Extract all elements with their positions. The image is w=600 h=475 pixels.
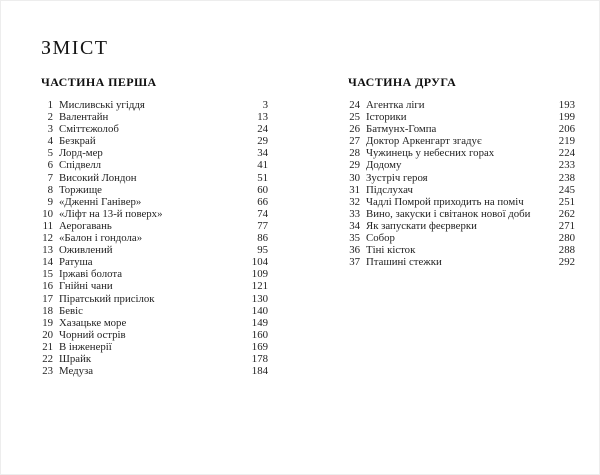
chapter-number: 3 [47,123,53,136]
toc-entry [41,268,268,280]
chapter-number: 10 [42,207,53,220]
page-number: 233 [558,159,575,172]
chapter-title: Чужинець у небесних горах [366,147,495,160]
page-number: 95 [257,244,268,257]
chapter-number: 35 [349,232,360,245]
toc-entry [41,184,268,196]
toc-entry [41,317,268,329]
chapter-number: 26 [349,123,360,136]
chapter-number: 32 [349,195,360,208]
chapter-title: Гнійні чани [59,280,113,293]
chapter-title: «Дженні Ганівер» [59,195,142,208]
toc-entry [348,159,575,171]
toc-entry [348,147,575,159]
toc-entry [41,147,268,159]
chapter-title: Агентка ліги [366,99,425,111]
page-number: 77 [257,219,268,232]
chapter-title: Ратуша [59,256,93,269]
page-number: 206 [558,123,575,136]
chapter-number: 18 [42,304,53,317]
chapter-number: 4 [47,135,53,148]
toc-entry [41,353,268,365]
toc-entry [348,172,575,184]
page-number: 224 [558,147,575,160]
toc-entry [41,111,268,123]
section-heading-part-two: ЧАСТИНА ДРУГА [348,75,457,89]
page-number: 66 [257,195,268,208]
chapter-title: Хазацьке море [59,316,127,329]
page-title: ЗМІСТ [41,37,109,59]
chapter-title: Чадлі Помрой приходить на поміч [366,195,524,208]
toc-entry [348,196,575,208]
chapter-title: Оживлений [59,244,113,257]
toc-entry [41,256,268,268]
chapter-number: 2 [47,111,53,124]
page-number: 245 [558,183,575,196]
chapter-number: 31 [349,183,360,196]
page-number: 292 [558,256,575,269]
chapter-number: 14 [42,256,53,269]
chapter-number: 22 [42,352,53,365]
chapter-title: Додому [366,159,402,172]
page-number: 280 [558,232,575,245]
chapter-title: Аерогавань [59,219,112,232]
page-number: 29 [257,135,268,148]
chapter-number: 17 [42,292,53,305]
chapter-number: 20 [42,328,53,341]
toc-entry [41,365,268,377]
chapter-title: Тіні кісток [366,244,416,257]
toc-entry [41,280,268,292]
toc-entry [41,99,268,111]
chapter-number: 16 [42,280,53,293]
chapter-title: Підслухач [366,183,413,196]
toc-entry [348,184,575,196]
chapter-number: 13 [42,244,53,257]
chapter-title: «Балон і гондола» [59,232,143,245]
toc-entry [41,220,268,232]
chapter-number: 29 [349,159,360,172]
chapter-number: 1 [47,99,53,111]
toc-entry [41,196,268,208]
toc-entry [41,329,268,341]
page-number: 184 [251,365,268,378]
chapter-title: Доктор Аркенгарт згадує [366,135,482,148]
chapter-title: Спідвелл [59,159,102,172]
toc-entry [348,232,575,244]
chapter-title: Високий Лондон [59,171,137,184]
toc-entry [348,111,575,123]
section-heading-part-one: ЧАСТИНА ПЕРША [41,75,157,89]
chapter-title: Історики [366,111,407,124]
page-number: 219 [558,135,575,148]
toc-entry [41,172,268,184]
toc-entry [41,208,268,220]
toc-entry [348,244,575,256]
chapter-number: 11 [42,219,53,232]
chapter-number: 23 [42,365,53,378]
page-number: 74 [257,207,268,220]
chapter-number: 21 [42,340,53,353]
chapter-number: 9 [47,195,53,208]
chapter-number: 30 [349,171,360,184]
chapter-number: 6 [47,159,53,172]
page-number: 86 [257,232,268,245]
chapter-number: 33 [349,207,360,220]
toc-entry [348,256,575,268]
chapter-title: Піратський присілок [59,292,155,305]
chapter-number: 25 [349,111,360,124]
page-number: 41 [257,159,268,172]
page-number: 271 [558,219,575,232]
toc-entry [348,220,575,232]
toc-entry [348,208,575,220]
toc-column-part-one [41,75,268,377]
chapter-number: 24 [349,99,360,111]
chapter-title: Лорд-мер [59,147,103,160]
toc-entry [41,123,268,135]
chapter-number: 37 [349,256,360,269]
toc-entry [41,341,268,353]
chapter-number: 28 [349,147,360,160]
toc-entry [348,135,575,147]
page-number: 13 [257,111,268,124]
chapter-title: Шрайк [59,352,92,365]
toc-entries-part-one [41,99,268,377]
toc-column-part-two [348,75,575,268]
toc-entry [41,135,268,147]
page-number: 104 [251,256,268,269]
page-number: 251 [558,195,575,208]
chapter-title: Як запускати феєрверки [366,219,477,232]
page-number: 178 [251,352,268,365]
chapter-number: 7 [47,171,53,184]
page-number: 3 [262,99,268,111]
page-number: 109 [251,268,268,281]
chapter-title: Собор [366,232,395,245]
chapter-title: Торжище [59,183,102,196]
chapter-title: Бевіс [59,304,83,317]
page-number: 199 [558,111,575,124]
page-number: 169 [251,340,268,353]
chapter-title: Пташині стежки [366,256,442,269]
page-number: 160 [251,328,268,341]
toc-entry [348,123,575,135]
chapter-number: 15 [42,268,53,281]
page-number: 130 [251,292,268,305]
page-number: 262 [558,207,575,220]
page-number: 60 [257,183,268,196]
page-number: 24 [257,123,268,136]
chapter-title: Батмунх-Гомпа [366,123,437,136]
chapter-title: Сміттєжолоб [59,123,119,136]
chapter-number: 27 [349,135,360,148]
page-number: 193 [558,99,575,111]
page-number: 34 [257,147,268,160]
chapter-number: 12 [42,232,53,245]
chapter-number: 19 [42,316,53,329]
toc-entry [41,244,268,256]
page-number: 121 [251,280,268,293]
toc-entry [41,305,268,317]
chapter-title: Валентайн [59,111,109,124]
page-number: 238 [558,171,575,184]
chapter-title: Зустріч героя [366,171,428,184]
toc-entry [41,293,268,305]
chapter-title: Медуза [59,365,94,378]
chapter-title: Чорний острів [59,328,126,341]
chapter-number: 8 [47,183,53,196]
chapter-title: Вино, закуски і світанок нової доби [366,207,531,220]
chapter-title: «Ліфт на 13-й поверх» [59,207,163,220]
chapter-title: Безкрай [59,135,96,148]
chapter-number: 36 [349,244,360,257]
toc-entry [41,232,268,244]
chapter-title: Іржаві болота [59,268,123,281]
toc-entry [348,99,575,111]
page-number: 51 [257,171,268,184]
chapter-title: В інженерії [59,340,112,353]
page-number: 140 [251,304,268,317]
toc-entries-part-two [348,99,575,268]
page-number: 149 [251,316,268,329]
chapter-number: 34 [349,219,360,232]
toc-entry [41,159,268,171]
page-number: 288 [558,244,575,257]
chapter-title: Мисливські угіддя [59,99,145,111]
chapter-number: 5 [47,147,53,160]
